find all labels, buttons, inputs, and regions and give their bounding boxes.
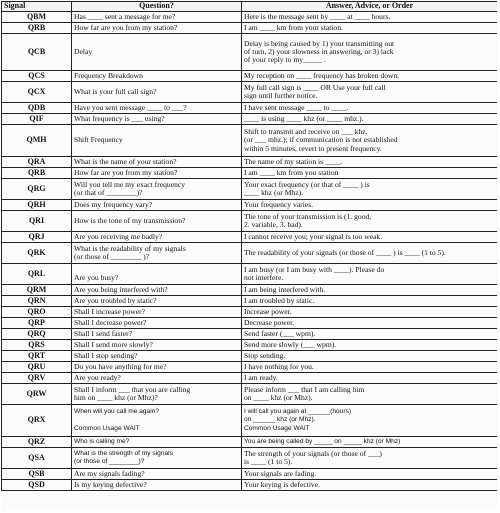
answer-line: not interfere. — [244, 273, 284, 282]
answer-cell — [242, 243, 498, 264]
question-cell — [72, 34, 242, 71]
question-cell — [72, 114, 242, 125]
table-row — [2, 34, 498, 71]
table-row — [2, 307, 498, 318]
signal-code: QRX — [2, 405, 72, 437]
question-line: What is the strength of my signals — [74, 449, 173, 457]
answer-line: I have sent message ____ to ____. — [244, 102, 349, 112]
signal-code: QRH — [2, 200, 72, 211]
question-line: Are you troubled by static? — [74, 295, 157, 305]
table-row — [2, 340, 498, 351]
question-line: Shall I send faster? — [74, 328, 132, 338]
table-row — [2, 103, 498, 114]
signal-code: QRV — [2, 373, 72, 384]
question-line: (or those of ________ )? — [74, 252, 150, 261]
question-line: Are my signals fading? — [74, 468, 145, 478]
answer-line: on ____ khz (or Mhz). — [244, 393, 313, 402]
answer-cell — [242, 362, 498, 373]
signal-code: QRI — [2, 211, 72, 232]
answer-cell — [242, 469, 498, 480]
question-line: Shall I increase power? — [74, 306, 146, 316]
answer-line: Send more slowly (___ wpm). — [244, 339, 337, 349]
question-cell — [72, 23, 242, 34]
answer-line: Delay is being caused by 1) your transmitting out — [244, 38, 395, 48]
question-line: Are you receiving me badly? — [74, 231, 163, 241]
signal-code: QRW — [2, 384, 72, 405]
signal-code: QSB — [2, 469, 72, 480]
signal-code: QCB — [2, 34, 72, 71]
answer-line: I am busy (or I am busy with ____). Please do — [244, 264, 385, 274]
answer-line: ____ is using ____ khz (or ____ mhz.). — [244, 113, 364, 123]
signal-code: QMH — [2, 125, 72, 157]
answer-line: I have nothing for you. — [244, 361, 314, 371]
question-line: How far are you from my station? — [74, 167, 178, 177]
answer-line: Please inform ___ that I am calling him — [244, 384, 365, 394]
table-row — [2, 362, 498, 373]
question-line: When will you call me again? — [74, 408, 160, 416]
signal-code: QSD — [2, 480, 72, 491]
question-line: Are you busy? — [74, 273, 119, 282]
answer-line: on ______ khz (or Mhz). — [244, 416, 316, 424]
question-line: Is my keying defective? — [74, 479, 147, 489]
question-line: Does my frequency vary? — [74, 199, 153, 209]
answer-cell — [242, 340, 498, 351]
table-row — [2, 232, 498, 243]
question-line: What is your full call sign? — [74, 86, 157, 96]
answer-cell — [242, 114, 498, 125]
answer-cell — [242, 82, 498, 103]
table-row — [2, 243, 498, 264]
question-cell — [72, 384, 242, 405]
question-line: Has ____ sent a message for me? — [74, 11, 176, 21]
signal-code: QRA — [2, 157, 72, 168]
answer-line: Stop sending. — [244, 350, 286, 360]
question-cell — [72, 103, 242, 114]
question-line: What is the name of your station? — [74, 156, 177, 166]
header-signal: Signal — [2, 2, 72, 12]
question-cell — [72, 211, 242, 232]
signal-code: QRB — [2, 23, 72, 34]
question-line: Shall I stop sending? — [74, 350, 138, 360]
table-row — [2, 296, 498, 307]
question-cell — [72, 125, 242, 157]
answer-line: The tone of your transmission is (1. good, — [244, 211, 372, 221]
question-line: (or those of ________)? — [74, 458, 145, 465]
table-row — [2, 200, 498, 211]
table-row — [2, 71, 498, 82]
answer-cell — [242, 448, 498, 469]
answer-line: (or ___ mhz.); if communication is not established — [244, 135, 398, 145]
table-row — [2, 157, 498, 168]
answer-line: Your signals are fading. — [244, 468, 317, 478]
answer-cell — [242, 373, 498, 384]
question-line: What is the readability of my signals — [74, 243, 186, 253]
answer-line: I am being interfered with. — [244, 284, 326, 294]
question-line: Have you sent message ____ to ___? — [74, 102, 187, 112]
question-cell — [72, 469, 242, 480]
answer-cell — [242, 285, 498, 296]
question-cell — [72, 232, 242, 243]
question-line: (or that of ________)? — [74, 188, 143, 197]
signal-code: QRP — [2, 318, 72, 329]
answer-cell — [242, 200, 498, 211]
answer-line: Your frequency varies. — [244, 199, 314, 209]
answer-line: Your keying is defective. — [244, 479, 320, 489]
question-cell — [72, 71, 242, 82]
table-row — [2, 448, 498, 469]
table-row — [2, 469, 498, 480]
signal-code: QDB — [2, 103, 72, 114]
answer-line: within 5 minutes, revert to present frequency. — [244, 143, 382, 153]
question-cell — [72, 448, 242, 469]
table-row — [2, 264, 498, 285]
signal-code: QRG — [2, 179, 72, 200]
question-line: Are you ready? — [74, 372, 121, 382]
table-row — [2, 12, 498, 23]
answer-cell — [242, 125, 498, 157]
signal-code: QRO — [2, 307, 72, 318]
question-line: How is the tone of my transmission? — [74, 215, 186, 225]
answer-line: I cannot receive you; your signal is too weak. — [244, 231, 383, 241]
question-line: Delay — [74, 46, 93, 56]
answer-cell — [242, 351, 498, 362]
table-row — [2, 23, 498, 34]
question-line: Shall I decrease power? — [74, 317, 147, 327]
answer-line: of turn, 2) your slowness in answering, or 3) lack — [244, 46, 394, 56]
answer-line: You are being called by _____ on _____ khz (or Mhz) — [244, 437, 401, 445]
question-cell — [72, 179, 242, 200]
table-row — [2, 318, 498, 329]
table-row — [2, 384, 498, 405]
answer-line: Send faster (___ wpm). — [244, 328, 316, 338]
signal-code: QRS — [2, 340, 72, 351]
table-row — [2, 179, 498, 200]
signal-code: QRM — [2, 285, 72, 296]
signal-code: QRT — [2, 351, 72, 362]
answer-cell — [242, 103, 498, 114]
question-cell — [72, 351, 242, 362]
answer-line: I am ready. — [244, 372, 278, 382]
table-row — [2, 125, 498, 157]
question-line: Common Usage WAIT — [74, 424, 140, 432]
question-line: Frequency Breakdown — [74, 70, 143, 80]
q-code-sheet — [1, 1, 497, 511]
answer-line: ____ khz (or Mhz). — [244, 188, 304, 197]
header-row — [2, 2, 498, 12]
answer-line: of your reply to my_____ . — [244, 55, 326, 65]
question-line: Do you have anything for me? — [74, 361, 167, 371]
question-cell — [72, 243, 242, 264]
answer-line: The readability of your signals (or those of ____ ) is ____ (1 to 5). — [244, 247, 446, 257]
answer-line: is ____ (1 to 5). — [244, 457, 293, 466]
question-cell — [72, 285, 242, 296]
signal-code: QRN — [2, 296, 72, 307]
question-cell — [72, 168, 242, 179]
question-cell — [72, 318, 242, 329]
table-row — [2, 285, 498, 296]
question-cell — [72, 329, 242, 340]
question-cell — [72, 296, 242, 307]
answer-cell — [242, 405, 498, 437]
q-code-table — [1, 1, 497, 491]
answer-line: Here is the message sent by ____ at ____ hours. — [244, 11, 391, 21]
table-row — [2, 373, 498, 384]
answer-line: I am ____ km from you station — [244, 167, 339, 177]
answer-cell — [242, 232, 498, 243]
table-header — [2, 2, 498, 12]
question-cell — [72, 200, 242, 211]
table-body — [2, 12, 498, 491]
answer-line: sign until further notice. — [244, 91, 318, 100]
answer-line: The strength of your signals (or those of ___) — [244, 448, 382, 458]
answer-cell — [242, 329, 498, 340]
answer-line: Shift to transmit and receive on ___ khz. — [244, 127, 368, 137]
question-cell — [72, 307, 242, 318]
question-line — [74, 416, 239, 424]
signal-code: QRJ — [2, 232, 72, 243]
table-row — [2, 168, 498, 179]
answer-cell — [242, 12, 498, 23]
answer-line: I will call you again at ______(hours) — [244, 408, 352, 416]
question-cell — [72, 373, 242, 384]
table-row — [2, 437, 498, 448]
answer-line: 2. variable, 3. bad). — [244, 220, 303, 229]
question-cell — [72, 480, 242, 491]
question-line: him on ____ khz (or Mhz)? — [74, 393, 158, 402]
answer-line: Common Usage WAIT — [244, 424, 310, 432]
table-row — [2, 329, 498, 340]
answer-cell — [242, 34, 498, 71]
question-cell — [72, 264, 242, 285]
answer-cell — [242, 480, 498, 491]
answer-line: Increase power. — [244, 306, 292, 316]
signal-code: QIF — [2, 114, 72, 125]
signal-code: QRQ — [2, 329, 72, 340]
signal-code: QRZ — [2, 437, 72, 448]
answer-cell — [242, 71, 498, 82]
answer-cell — [242, 211, 498, 232]
question-cell — [72, 157, 242, 168]
answer-line: I am troubled by static. — [244, 295, 315, 305]
question-cell — [72, 12, 242, 23]
answer-line: My reception on ____ frequency has broken down. — [244, 70, 400, 80]
question-line: Are you being interfered with? — [74, 284, 168, 294]
table-row — [2, 351, 498, 362]
answer-line: Decrease power. — [244, 317, 295, 327]
question-line: Shift Frequency — [74, 135, 123, 145]
question-cell — [72, 362, 242, 373]
table-row — [2, 114, 498, 125]
table-row — [2, 405, 498, 437]
signal-code: QRK — [2, 243, 72, 264]
answer-line: Your exact frequency (or that of ____ ) is — [244, 179, 370, 189]
answer-line: The name of my station is ____. — [244, 156, 343, 166]
answer-cell — [242, 157, 498, 168]
question-cell — [72, 340, 242, 351]
table-row — [2, 211, 498, 232]
question-line: What frequency is ___ using? — [74, 113, 165, 123]
answer-cell — [242, 264, 498, 285]
answer-line: My full call sign is ____ OR Use your full call — [244, 82, 386, 92]
table-row — [2, 480, 498, 491]
header-answer: Answer, Advice, or Order — [242, 2, 498, 12]
question-line: Shall I send more slowly? — [74, 339, 153, 349]
answer-cell — [242, 168, 498, 179]
question-line: Shall I inform ___ that you are calling — [74, 384, 191, 394]
answer-line: I am ____ km from your station. — [244, 22, 343, 32]
signal-code: QRB — [2, 168, 72, 179]
signal-code: QBM — [2, 12, 72, 23]
question-cell — [72, 405, 242, 437]
answer-cell — [242, 296, 498, 307]
answer-cell — [242, 384, 498, 405]
table-row — [2, 82, 498, 103]
signal-code: QSA — [2, 448, 72, 469]
signal-code: QRU — [2, 362, 72, 373]
question-cell — [72, 437, 242, 448]
answer-cell — [242, 437, 498, 448]
question-line: Who is calling me? — [74, 437, 130, 445]
signal-code: QCS — [2, 71, 72, 82]
header-question: Question? — [72, 2, 242, 12]
answer-cell — [242, 318, 498, 329]
signal-code: QCX — [2, 82, 72, 103]
question-line: How far are you from my station? — [74, 22, 178, 32]
signal-code: QRL — [2, 264, 72, 285]
question-line: Will you tell me my exact frequency — [74, 179, 186, 189]
answer-cell — [242, 23, 498, 34]
question-cell — [72, 82, 242, 103]
answer-cell — [242, 179, 498, 200]
answer-cell — [242, 307, 498, 318]
